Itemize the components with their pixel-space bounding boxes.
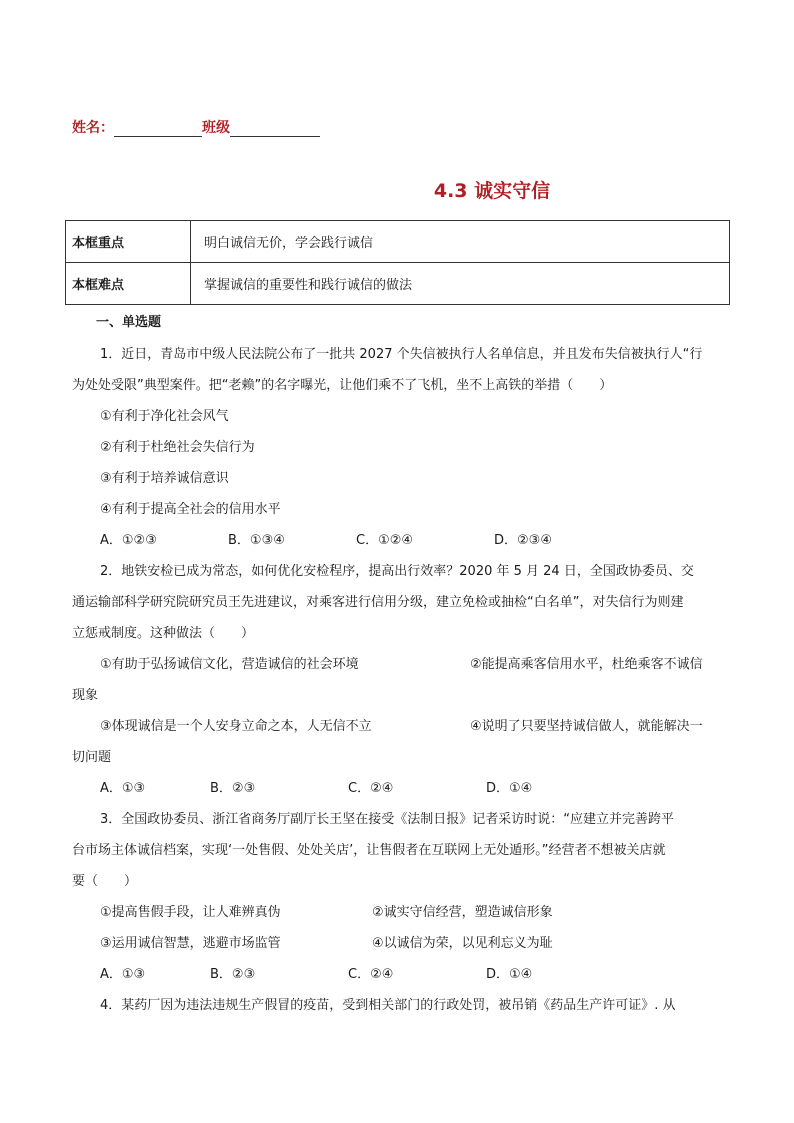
- student-info-line: [72, 117, 320, 137]
- option-item: ③体现诚信是一个人安身立命之本，人无信不立: [100, 719, 372, 734]
- question-stem-cont: 为处处受限”典型案件。把“老赖”的名字曝光，让他们乘不了飞机，坐不上高铁的举措（ ）: [72, 378, 613, 393]
- question-stem: 3．全国政协委员、浙江省商务厅副厅长王坚在接受《法制日报》记者采访时说：“应建立并完善跨平: [100, 812, 675, 827]
- choice-c[interactable]: C．①②④: [356, 533, 414, 548]
- name-label: 姓名：: [72, 120, 114, 136]
- choice-c[interactable]: C．②④: [348, 967, 394, 982]
- question-1: [72, 339, 725, 556]
- option-row: [100, 928, 725, 959]
- option-row: [100, 711, 725, 742]
- choice-d[interactable]: D．②③④: [494, 533, 552, 548]
- answer-choices: [100, 773, 725, 804]
- class-blank[interactable]: [230, 120, 320, 137]
- option-item-cont: 切问题: [72, 750, 112, 765]
- choice-a[interactable]: A．①②③: [100, 533, 157, 548]
- question-2: [72, 556, 725, 804]
- option-item: ②有利于杜绝社会失信行为: [100, 440, 255, 455]
- choice-a[interactable]: A．①③: [100, 781, 146, 796]
- option-item: ④有利于提高全社会的信用水平: [100, 502, 281, 517]
- option-row: [100, 897, 725, 928]
- name-blank[interactable]: [114, 120, 202, 137]
- option-item: ①有助于弘扬诚信文化，营造诚信的社会环境: [100, 657, 359, 672]
- page-title: 4.3 诚实守信: [433, 180, 551, 202]
- section-title: 一、单选题: [96, 315, 162, 330]
- option-item-cont: 现象: [72, 688, 99, 703]
- choice-d[interactable]: D．①④: [486, 967, 533, 982]
- choice-c[interactable]: C．②④: [348, 781, 394, 796]
- option-item: ②诚实守信经营，塑造诚信形象: [372, 905, 553, 920]
- option-item: ②能提高乘客信用水平，杜绝乘客不诚信: [470, 657, 703, 672]
- question-stem-cont: 通运输部科学研究院研究员王先进建议，对乘客进行信用分级，建立免检或抽检“白名单”，对失信行为则建: [72, 595, 684, 610]
- choice-b[interactable]: B．②③: [210, 967, 256, 982]
- choice-a[interactable]: A．①③: [100, 967, 146, 982]
- question-content: [72, 313, 725, 1021]
- table-row: [66, 221, 730, 263]
- question-stem-cont: 台市场主体诚信档案，实现‘一处售假、处处关店’，让售假者在互联网上无处遁形。”经营者不想被关店就: [72, 843, 666, 858]
- option-item: ③有利于培养诚信意识: [100, 471, 229, 486]
- choice-d[interactable]: D．①④: [486, 781, 533, 796]
- class-label: 班级: [202, 120, 230, 136]
- choice-b[interactable]: B．②③: [210, 781, 256, 796]
- option-item: ③运用诚信智慧，逃避市场监管: [100, 936, 281, 951]
- question-stem: 1．近日，青岛市中级人民法院公布了一批共 2027 个失信被执行人名单信息，并且发布失信被执行人“行: [100, 347, 703, 362]
- option-row: [100, 649, 725, 680]
- answer-choices: [100, 959, 725, 990]
- question-4: [100, 990, 725, 1021]
- option-item: ④以诚信为荣，以见利忘义为耻: [372, 936, 553, 951]
- question-3: [72, 804, 725, 990]
- difficulty-text: 掌握诚信的重要性和践行诚信的做法: [191, 263, 730, 305]
- table-row: [66, 263, 730, 305]
- key-point-text: 明白诚信无价，学会践行诚信: [191, 221, 730, 263]
- difficulty-label: 本框难点: [66, 263, 191, 305]
- key-point-label: 本框重点: [66, 221, 191, 263]
- option-item: ①有利于净化社会风气: [100, 409, 229, 424]
- question-stem: 4．某药厂因为违法违规生产假冒的疫苗，受到相关部门的行政处罚，被吊销《药品生产许可证》. 从: [100, 998, 676, 1013]
- question-stem-cont: 要（ ）: [72, 874, 138, 889]
- key-points-table: [65, 220, 730, 305]
- option-item: ④说明了只要坚持诚信做人，就能解决一: [470, 719, 703, 734]
- choice-b[interactable]: B．①③④: [228, 533, 285, 548]
- question-stem: 2．地铁安检已成为常态，如何优化安检程序，提高出行效率？2020 年 5 月 24 日，全国政协委员、交: [100, 564, 694, 579]
- answer-choices: [100, 525, 725, 556]
- option-item: ①提高售假手段，让人难辨真伪: [100, 905, 281, 920]
- question-stem-cont: 立惩戒制度。这种做法（ ）: [72, 626, 255, 641]
